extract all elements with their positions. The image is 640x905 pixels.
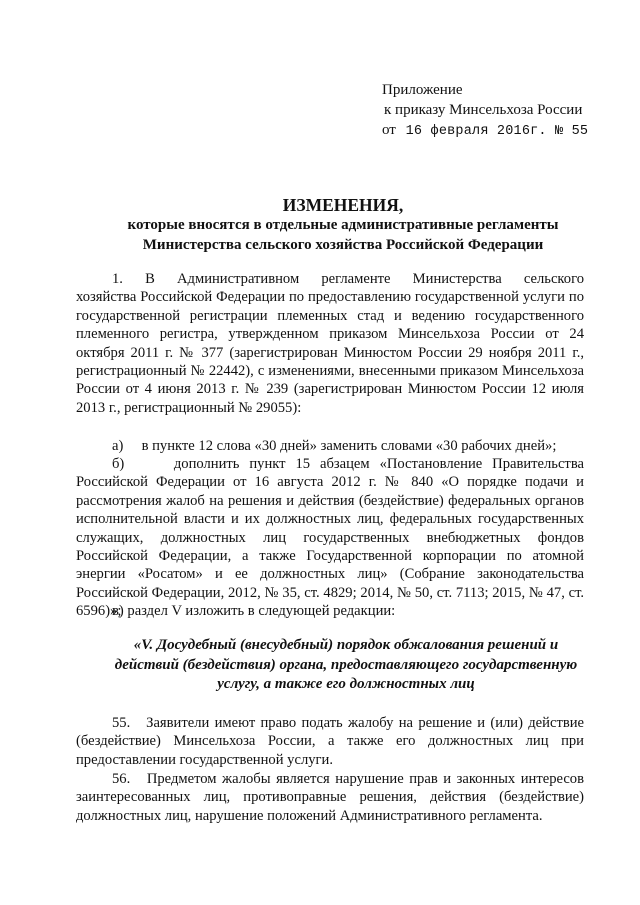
item-c-text: в) раздел V изложить в следующей редакции: [112,603,396,619]
appendix-order-date [382,120,588,142]
item-1 [76,270,584,417]
item-b-text: б) дополнить пункт 15 абзацем «Постановление Правительства Российской Федерации от 16 августа 2012 г. № 840 «О порядке подачи и рассмотрения жалоб на решения и действия (бездействие) федеральных органов исполнительной власти и их должностных лиц, федеральных государственных служащих, должностных лиц государственных внебюджетных фондов Российской Федерации, а также Государственной корпорации по атомной энергии «Росатом» и ее должностных лиц» (Собрание законодательства Российской Федерации, 2012, № 35, ст. 4829; 2014, № 50, ст. 7113; 2015, № 47, ст. 6596)»; [76,456,588,620]
appendix-order-reference: к приказу Минсельхоза России [384,102,583,118]
paragraph-55-text: 55. Заявители имеют право подать жалобу на решение и (или) действие (бездействие) Минсельхоза России, а также его должностных лиц при предоставлении государственной услуги. [76,715,588,768]
item-a-text: а) в пункте 12 слова «30 дней» заменить словами «30 рабочих дней»; [112,438,557,454]
title-heading: ИЗМЕНЕНИЯ, [282,195,404,215]
section-v-title [76,636,616,695]
appendix-label: Приложение [382,82,463,98]
paragraph-56 [76,770,588,825]
appendix-date-value: 16 февраля 2016г. № 55 [405,124,589,139]
title-subheading-line2: Министерства сельского хозяйства Российской Федерации [142,236,544,253]
item-1-text: хозяйства Российской Федерации по предоставлению государственной услуги по государственной регистрации племенных стад и ведению государственного племенного регистра, утвержденном приказом Минсельхоза России от 24 октября 2011 г. № 377 (зарегистрирован Минюстом России 29 ноября 2011 г., регистрационный № 22442), с изменениями, внесенными приказом Минсельхоза России от 4 июня 2013 г. № 239 (зарегистрирован Минюстом России 12 июля 2013 г., регистрационный № 29055): [76,289,584,416]
paragraph-56-text: 56. Предметом жалобы является нарушение прав и законных интересов заинтересованных лиц, противоправные решения, действия (бездействие) должностных лиц, нарушение положений Административного регламента. [76,771,588,824]
appendix-date-prefix: от [382,122,396,138]
section-title-line2: действий (бездействия) органа, предоставляющего государственную [114,656,578,673]
section-title-line1: «V. Досудебный (внесудебный) порядок обжалования решений и [133,637,559,653]
paragraph-55 [76,714,588,769]
appendix-header [382,80,588,142]
document-title [60,194,626,255]
item-b [76,455,588,621]
item-c [76,602,584,620]
item-1-first-line: 1. В Административном регламенте Министерства сельского [112,271,584,287]
section-title-line3: услугу, а также его должностных лиц [217,676,475,692]
title-subheading-line1: которые вносятся в отдельные административные регламенты [127,217,559,233]
item-a [76,437,584,455]
